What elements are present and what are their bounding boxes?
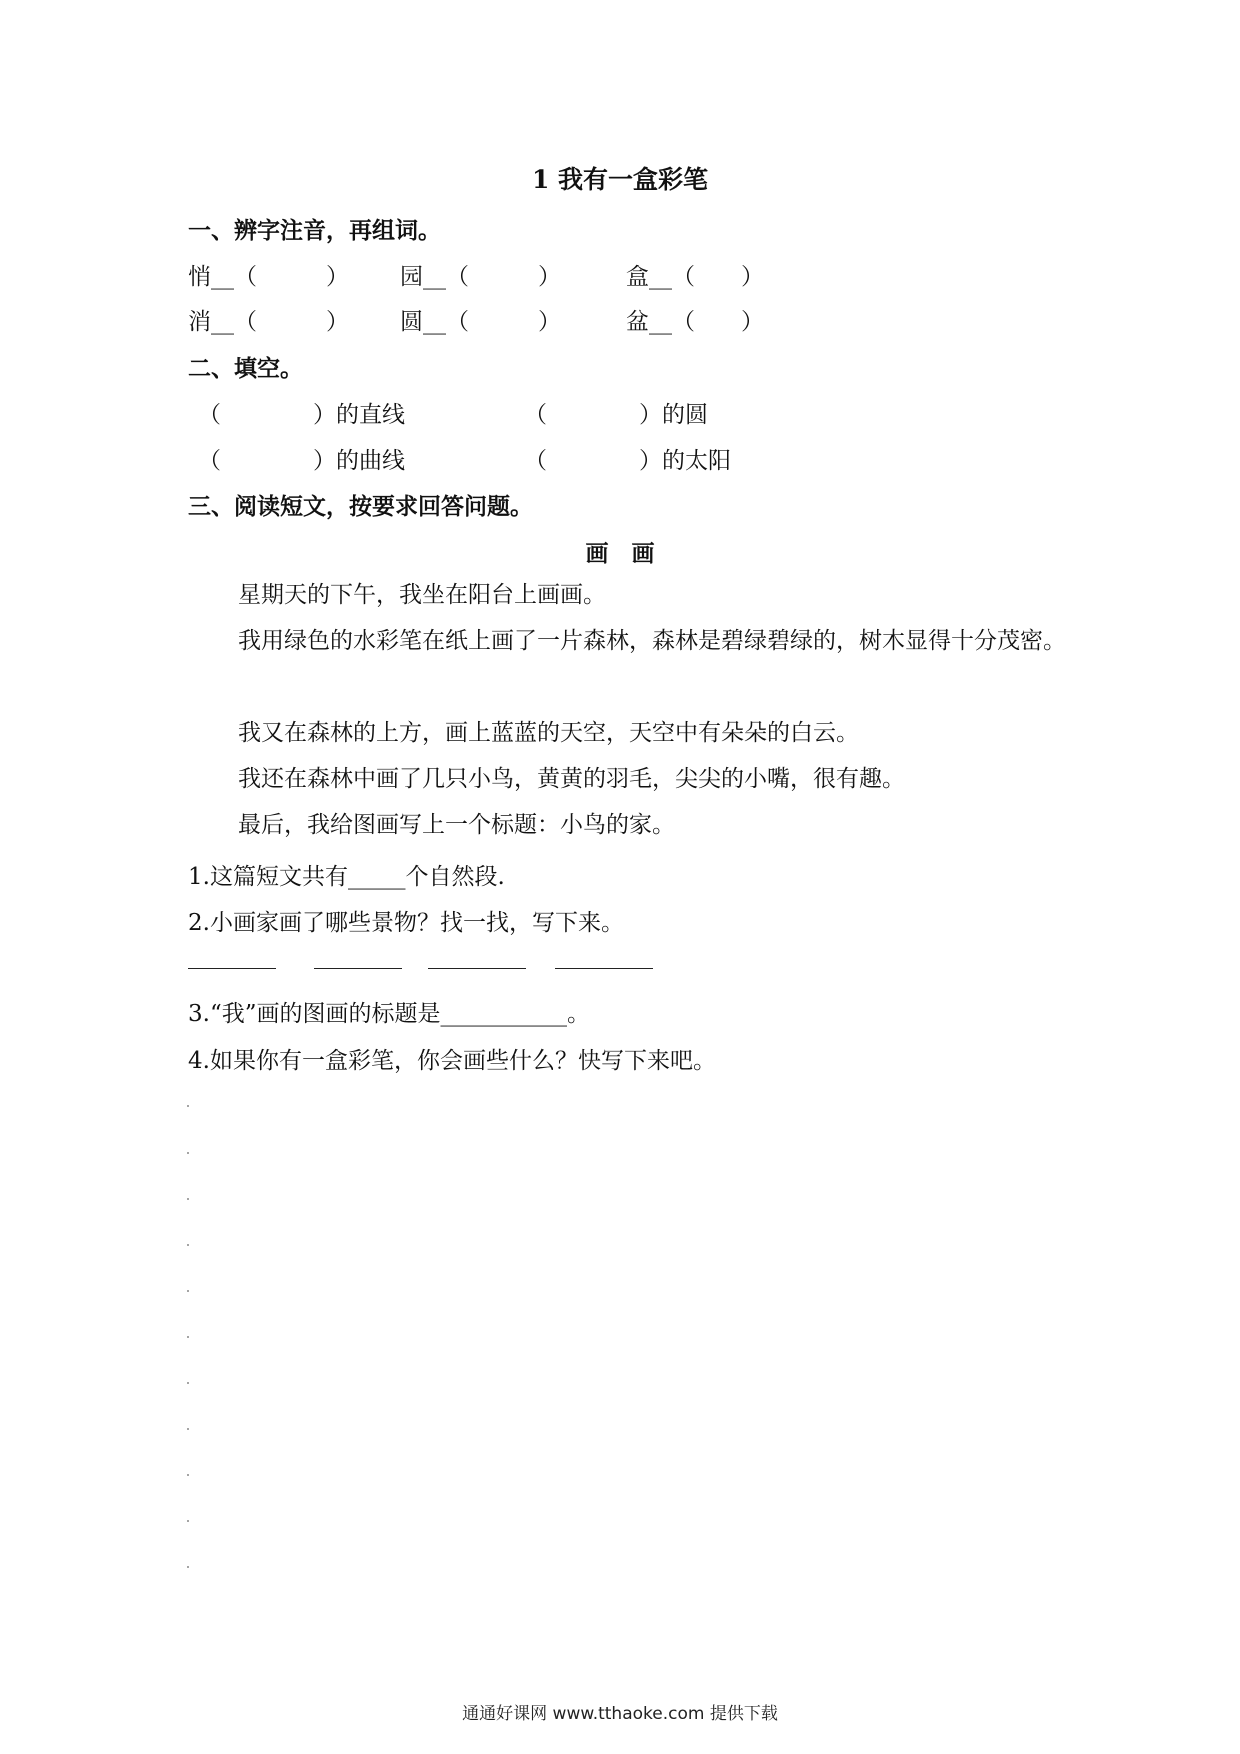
word-item: 悄__（ ）: [188, 264, 349, 290]
question-4: 4.如果你有一盒彩笔，你会画些什么？快写下来吧。: [188, 1048, 716, 1074]
answer-line: [188, 968, 276, 969]
passage-paragraph: 最后，我给图画写上一个标题：小鸟的家。: [238, 812, 675, 838]
writing-line-mark: [187, 1244, 189, 1246]
answer-line: [555, 968, 653, 969]
fill-item: （ ）的直线: [198, 402, 405, 428]
writing-line-mark: [187, 1520, 189, 1522]
writing-line-mark: [187, 1105, 189, 1107]
answer-line: [314, 968, 402, 969]
answer-line: [428, 968, 526, 969]
section1-heading: 一、辨字注音，再组词。: [188, 217, 441, 244]
question-3: 3.“我”画的图画的标题是___________。: [188, 1001, 590, 1027]
word-item: 盒__（ ）: [626, 264, 764, 290]
fill-item: （ ）的太阳: [524, 448, 731, 474]
question-1: 1.这篇短文共有_____个自然段.: [188, 864, 505, 890]
word-item: 圆__（ ）: [400, 309, 561, 335]
writing-line-mark: [187, 1290, 189, 1292]
word-item: 盆__（ ）: [626, 309, 764, 335]
fill-item: （ ）的圆: [524, 402, 708, 428]
passage-paragraph: 我又在森林的上方，画上蓝蓝的天空，天空中有朵朵的白云。: [238, 720, 859, 746]
section2-heading: 二、填空。: [188, 355, 303, 382]
passage-paragraph: 我用绿色的水彩笔在纸上画了一片森林，森林是碧绿碧绿的，树木显得十分茂密。: [238, 628, 1066, 654]
passage-paragraph: 星期天的下午，我坐在阳台上画画。: [238, 582, 606, 608]
passage-paragraph: 我还在森林中画了几只小鸟，黄黄的羽毛，尖尖的小嘴，很有趣。: [238, 766, 905, 792]
writing-line-mark: [187, 1428, 189, 1430]
writing-line-mark: [187, 1474, 189, 1476]
writing-line-mark: [187, 1336, 189, 1338]
worksheet-title: 1 我有一盒彩笔: [531, 165, 709, 194]
writing-line-mark: [187, 1152, 189, 1154]
fill-item: （ ）的曲线: [198, 448, 405, 474]
writing-line-mark: [187, 1382, 189, 1384]
footer-credit: 通通好课网 www.tthaoke.com 提供下载: [462, 1704, 778, 1724]
writing-line-mark: [187, 1566, 189, 1568]
passage-title: 画 画: [585, 540, 655, 567]
writing-line-mark: [187, 1198, 189, 1200]
question-2: 2.小画家画了哪些景物？找一找，写下来。: [188, 910, 624, 936]
word-item: 消__（ ）: [188, 309, 349, 335]
section3-heading: 三、阅读短文，按要求回答问题。: [188, 493, 533, 520]
word-item: 园__（ ）: [400, 264, 561, 290]
